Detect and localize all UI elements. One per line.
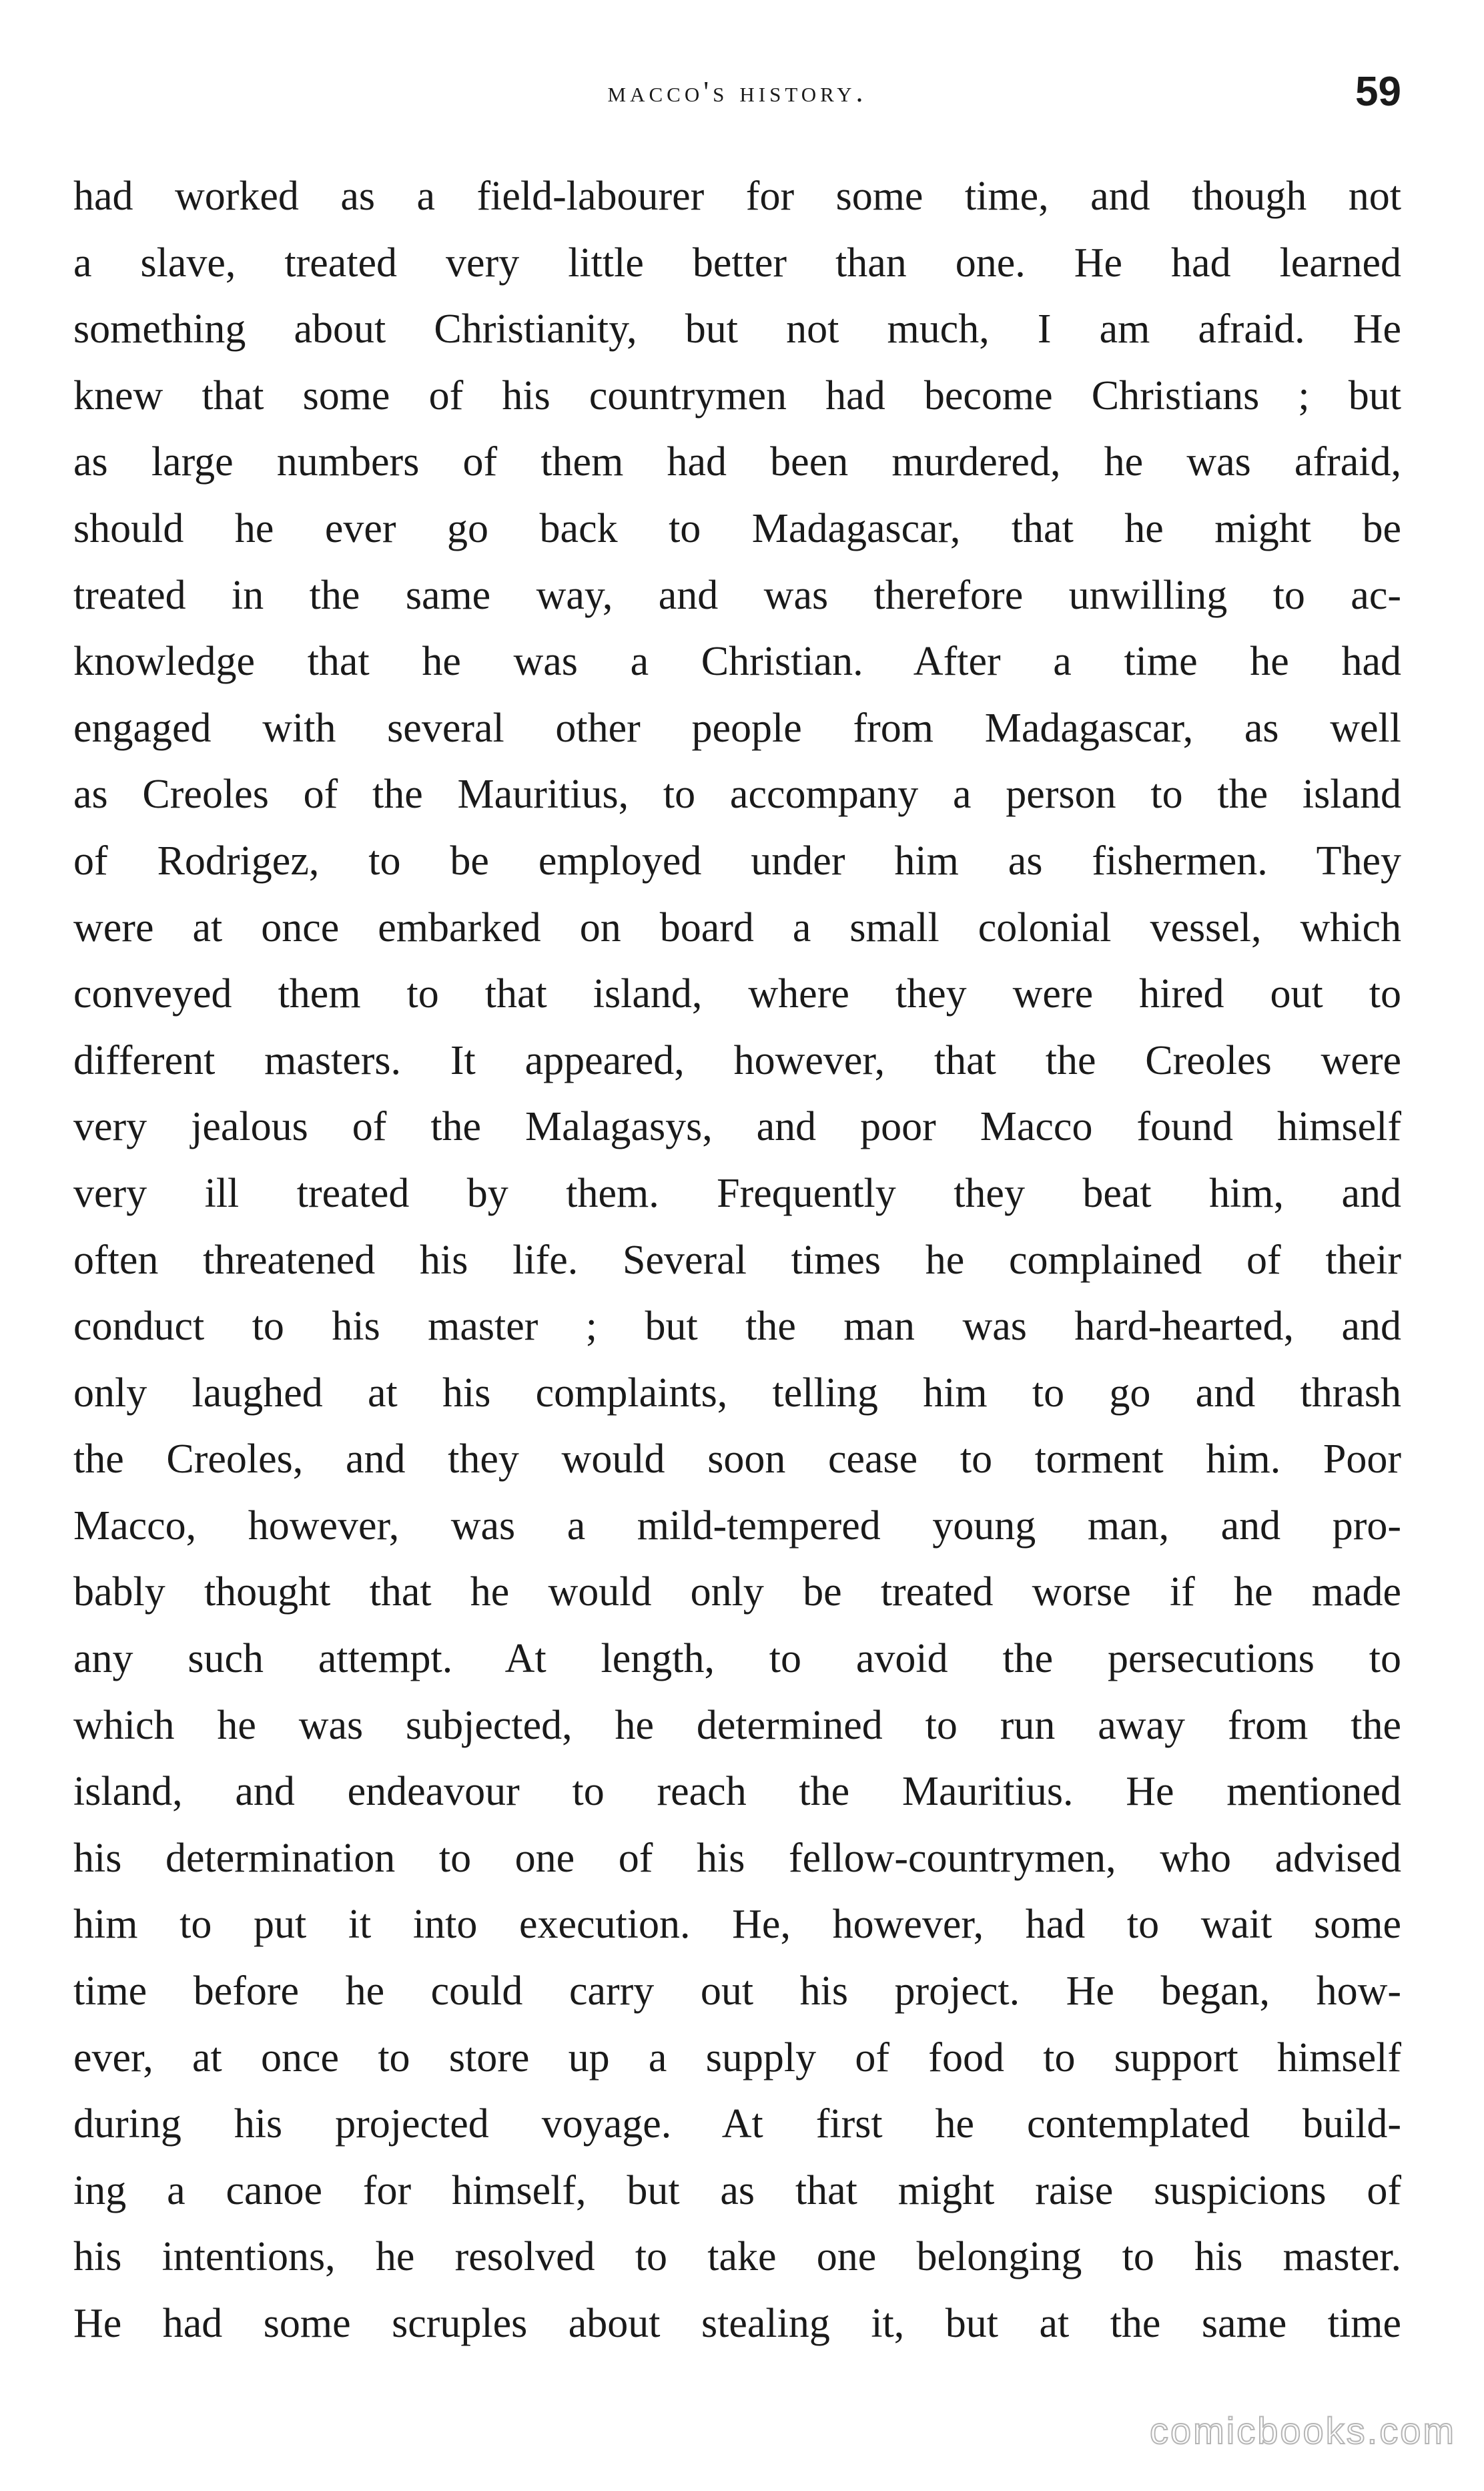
text-line: He had some scruples about stealing it, but at the same time	[73, 2301, 1401, 2346]
text-line: his determination to one of his fellow-countrymen, who advised	[73, 1835, 1401, 1881]
text-line: ever, at once to store up a supply of food to support himself	[73, 2034, 1401, 2081]
text-line: island, and endeavour to reach the Mauritius. He mentioned	[73, 1769, 1401, 1815]
text-line: only laughed at his complaints, telling him to go and thrash	[73, 1370, 1401, 1416]
text-line: as Creoles of the Mauritius, to accompany a person to the island	[73, 772, 1401, 818]
text-line: a slave, treated very little better than one. He had learned	[73, 240, 1401, 286]
text-line: engaged with several other people from Madagascar, as well	[73, 705, 1401, 751]
text-line: often threatened his life. Several times he complained of their	[73, 1237, 1401, 1283]
running-head	[73, 68, 1401, 121]
text-line: very jealous of the Malagasys, and poor Macco found himself	[73, 1104, 1401, 1150]
text-line: conveyed them to that island, where they were hired out to	[73, 971, 1401, 1017]
text-line: his intentions, he resolved to take one belonging to his master.	[73, 2234, 1401, 2280]
page-number: 59	[1355, 69, 1401, 115]
text-line: him to put it into execution. He, however, had to wait some	[73, 1902, 1401, 1948]
text-line: different masters. It appeared, however, that the Creoles were	[73, 1037, 1401, 1083]
running-title: macco's history.	[607, 75, 867, 108]
text-line: should he ever go back to Madagascar, that he might be	[73, 505, 1401, 551]
text-line: ing a canoe for himself, but as that might raise suspicions of	[73, 2167, 1401, 2213]
text-line: as large numbers of them had been murdered, he was afraid,	[73, 439, 1401, 485]
text-line: any such attempt. At length, to avoid the persecutions to	[73, 1636, 1401, 1682]
watermark: comicbooks.com	[1149, 2410, 1456, 2452]
text-line: Macco, however, was a mild-tempered young man, and pro-	[73, 1502, 1401, 1549]
text-line: knowledge that he was a Christian. After a time he had	[73, 639, 1401, 685]
text-line: very ill treated by them. Frequently they beat him, and	[73, 1170, 1401, 1216]
text-line: of Rodrigez, to be employed under him as fishermen. They	[73, 838, 1401, 884]
text-line: during his projected voyage. At first he contemplated build-	[73, 2101, 1401, 2147]
text-line: bably thought that he would only be treated worse if he made	[73, 1569, 1401, 1615]
text-line: conduct to his master ; but the man was hard-hearted, and	[73, 1304, 1401, 1350]
text-line: which he was subjected, he determined to run away from the	[73, 1702, 1401, 1748]
text-line: time before he could carry out his project. He began, how-	[73, 1968, 1401, 2014]
text-line: something about Christianity, but not much, I am afraid. He	[73, 306, 1401, 352]
text-line: the Creoles, and they would soon cease to torment him. Poor	[73, 1436, 1401, 1482]
body-text	[73, 164, 1401, 2358]
text-line: had worked as a field-labourer for some time, and though not	[73, 174, 1401, 219]
text-line: were at once embarked on board a small colonial vessel, which	[73, 904, 1401, 950]
text-line: knew that some of his countrymen had become Christians ; but	[73, 372, 1401, 419]
text-line: treated in the same way, and was therefore unwilling to ac-	[73, 572, 1401, 618]
